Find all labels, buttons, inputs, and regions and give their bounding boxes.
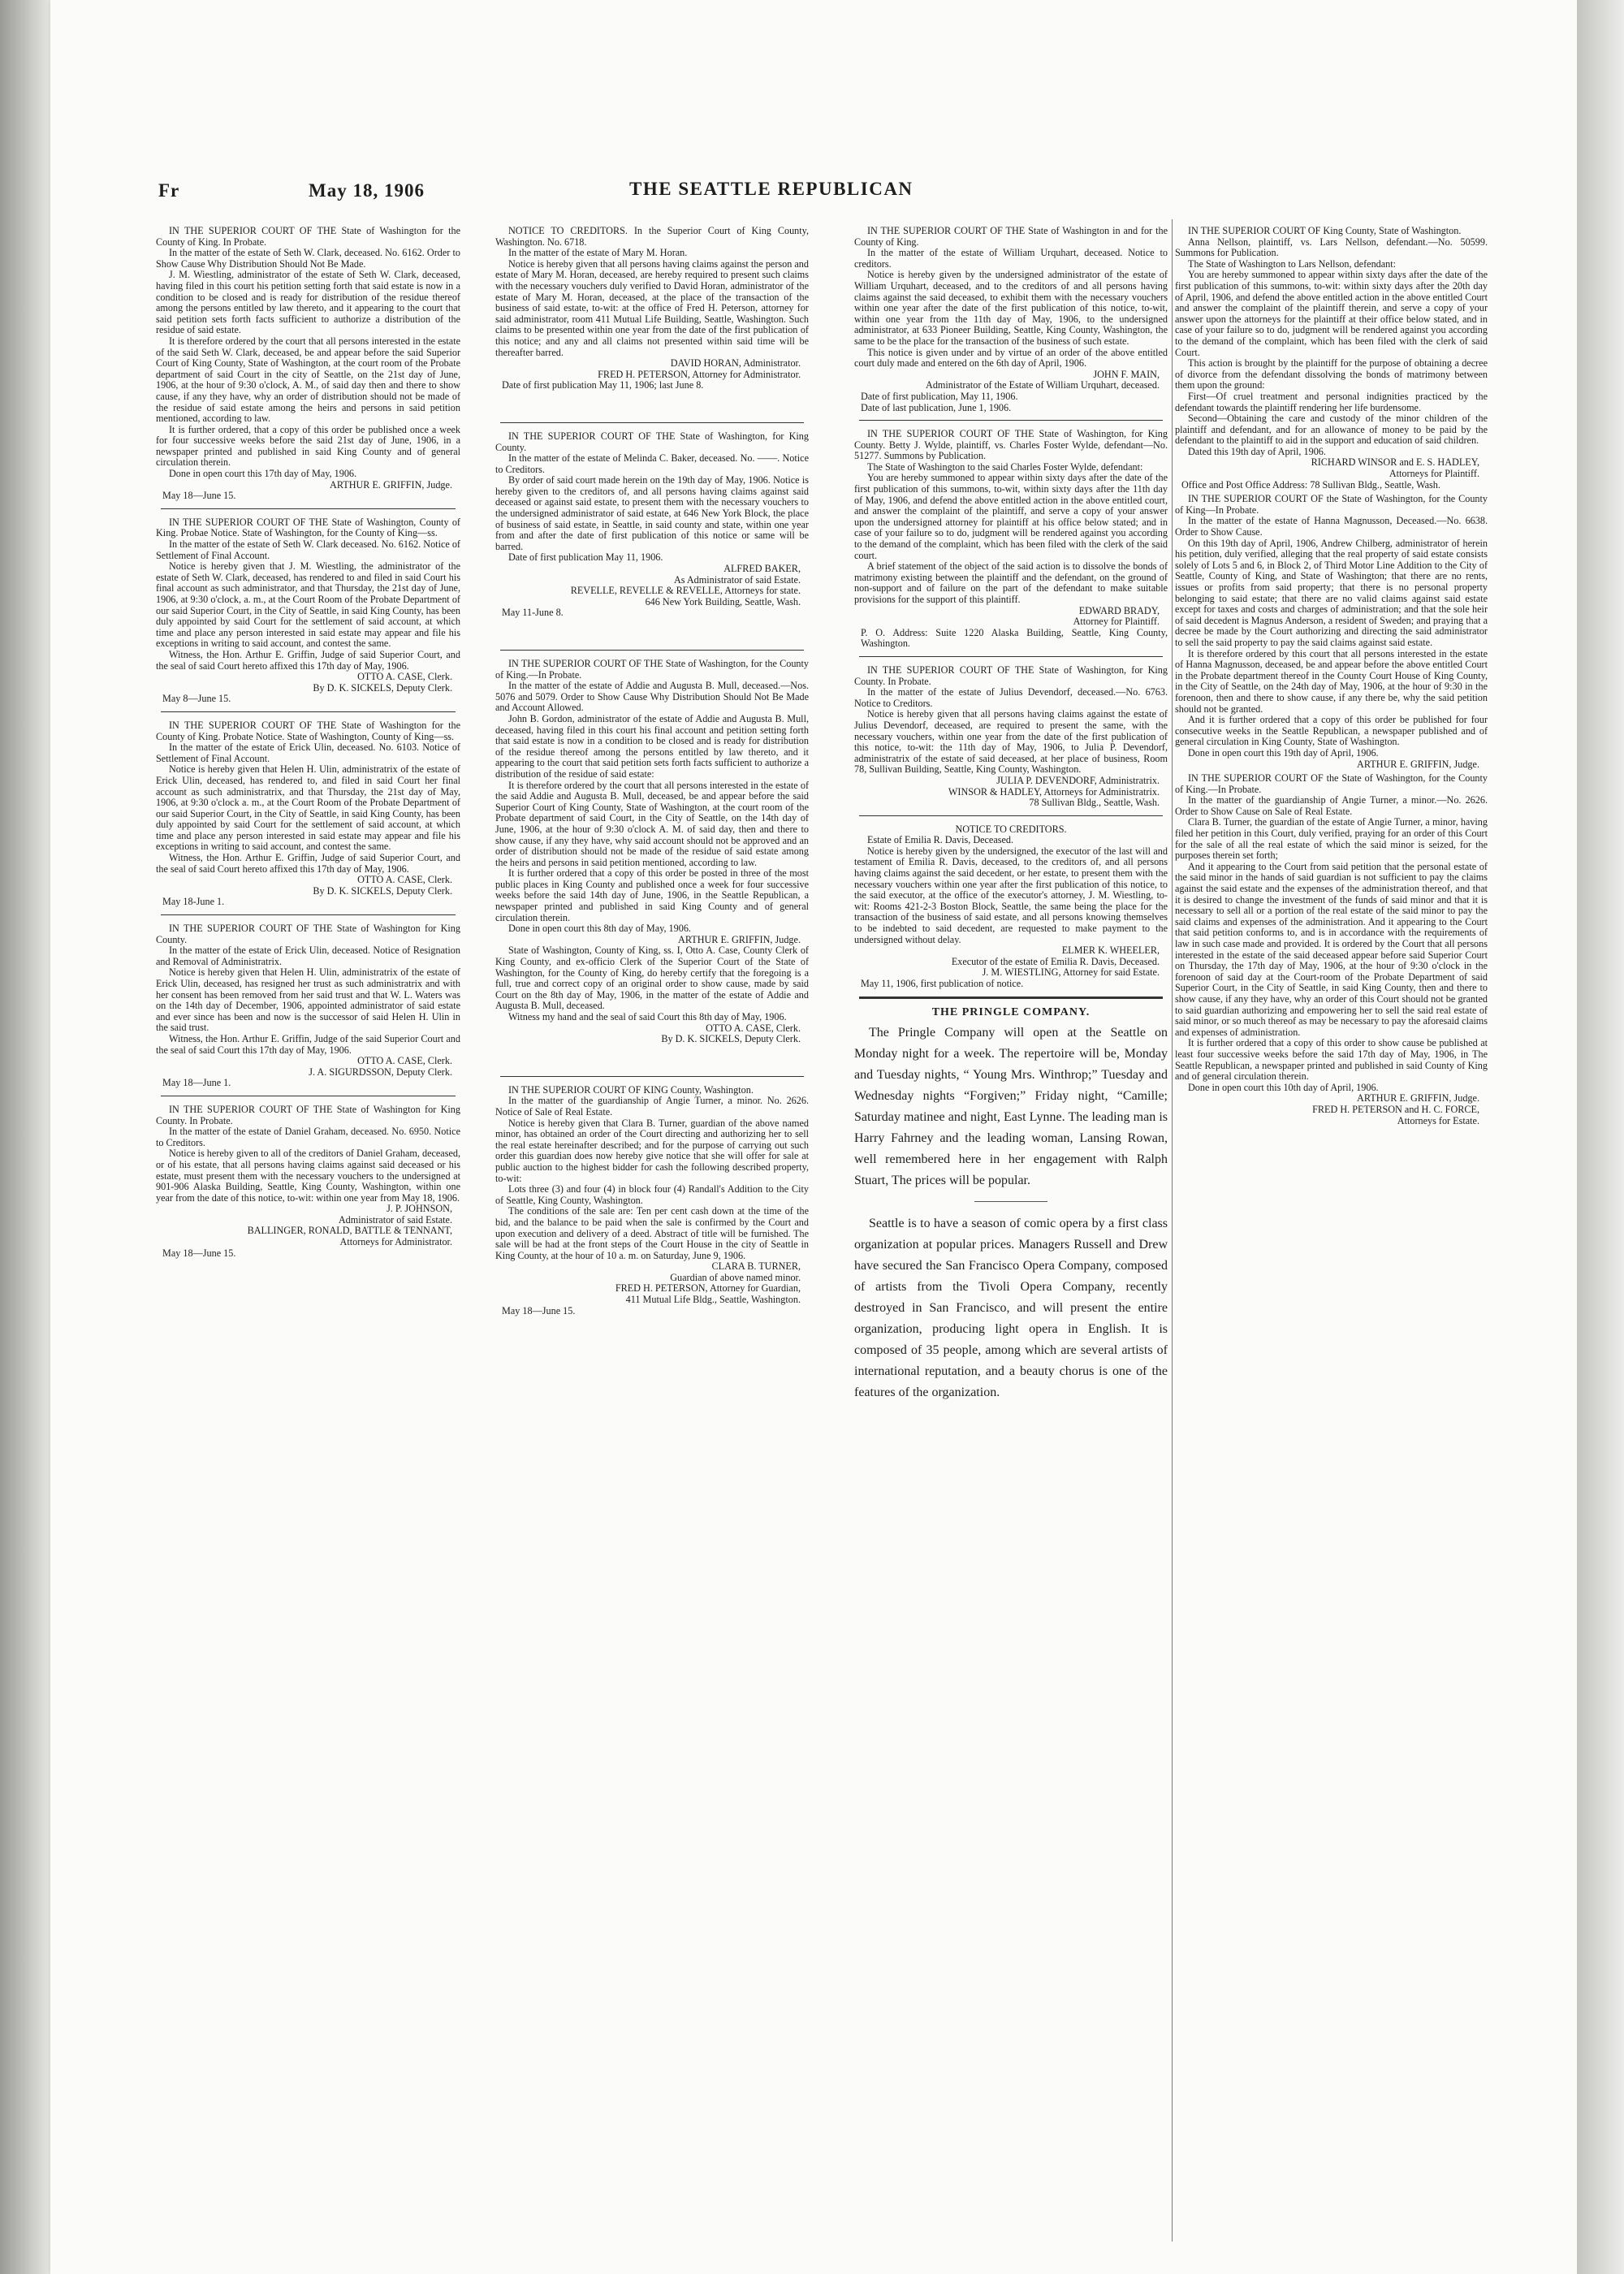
- notice-paragraph: IN THE SUPERIOR COURT OF THE State of Washington for King County. In Probate.: [156, 1103, 460, 1126]
- notice-paragraph: Second—Obtaining the care and custody of the minor children of the plaintiff and defendant, and for an allowance of money to be paid by the defendant to the plaintiff to aid in the support and education of said children.: [1175, 413, 1488, 447]
- legal-notice-clark-settlement: [156, 517, 460, 705]
- page-folio: Fr: [158, 180, 180, 201]
- notice-paragraph: This notice is given under and by virtue of an order of the above entitled court duly made and entered on the 6th day of April, 1906.: [854, 346, 1168, 370]
- notice-signature: 646 New York Building, Seattle, Wash.: [645, 595, 801, 607]
- notice-paragraph: Notice is hereby given that J. M. Wiestling, the administrator of the estate of Seth W. Clark, deceased, has rendered to and filed in said Court his final account as such administrator, and that Thursday, the 21st day of June, 1906, at 9:30 o'clock, a. m., at the Court Room of the Probate Department of our said Superior Court, in the City of Seattle, in said King County, has been duly appointed by said Court for the settlement of said account, at which time and place any person interested in said estate may appear and file his exceptions in writing to said account, and contest the same.: [156, 560, 460, 650]
- notice-divider: [161, 711, 456, 712]
- notice-signature: JOHN F. MAIN,: [1093, 368, 1160, 380]
- column-3: [854, 226, 1168, 2248]
- notice-paragraph: In the matter of the estate of Seth W. Clark, deceased. No. 6162. Order to Show Cause Why Distribution Should Not Be Made.: [156, 247, 460, 270]
- notice-paragraph: In the matter of the estate of William Urquhart, deceased. Notice to creditors.: [854, 247, 1168, 270]
- notice-paragraph: Done in open court this 17th day of May, 1906.: [169, 468, 357, 480]
- notice-paragraph: Clara B. Turner, the guardian of the estate of Angie Turner, a minor, having filed her petition in this Court, duly verified, praying for an order of this Court for the sale of all the real estate of which the said minor is seized, for the purposes therein set forth;: [1175, 816, 1488, 862]
- notice-paragraph: IN THE SUPERIOR COURT OF THE State of Washington, for King County.: [495, 430, 809, 453]
- column-divider: [1172, 219, 1173, 2242]
- notice-paragraph: In the matter of the guardianship of Angie Turner, a minor. No. 2626. Notice of Sale of Real Estate.: [495, 1095, 809, 1118]
- notice-paragraph: Notice is hereby given that all persons having claims against the person and estate of Mary M. Horan, deceased, are hereby required to present such claims with the necessary vouchers duly verified to David Horan, administrator of the estate of Mary M. Horan, deceased, at the place of the transaction of the business of said estate, to-wit: at the office of Fred H. Peterson, attorney for said administrator, room 411 Mutual Life Building, Seattle, Washington. Such claims to be presented within one year from the date of the first publication of this notice; and any and all claims not presented within said time will be thereafter barred.: [495, 257, 809, 358]
- legal-notice-nellson-summons: [1175, 226, 1488, 491]
- notice-signature: OTTO A. CASE, Clerk.: [357, 671, 452, 683]
- notice-divider: [859, 656, 1163, 657]
- notice-signature: FRED H. PETERSON, Attorney for Guardian,: [615, 1282, 801, 1295]
- notice-paragraph: You are hereby summoned to appear within sixty days after the date of the first publication of this summons, to-wit: within sixty days after the 20th day of April, 1906, and defend the above entitled action in the above entitled Court and answer the complaint of the plaintiff therein, and serve a copy of your answer upon the attorneys for the plaintiff at their office below stated, and in case of your failure so to do, judgment will be rendered against you according to the demand of the complaint, which has been filed with the clerk of said Court.: [1175, 269, 1488, 358]
- publication-dates: May 18—June 15.: [162, 1247, 236, 1259]
- legal-notice-turner-sale: [495, 1085, 809, 1316]
- notice-paragraph: IN THE SUPERIOR COURT OF THE State of Washington for the County of King. Probate Notice. State of Washington, County of King—ss.: [156, 719, 460, 742]
- spacer: [495, 1048, 809, 1070]
- notice-paragraph: On this 19th day of April, 1906, Andrew Chilberg, administrator of herein his petition, duly verified, alleging that the real property of said estate consists solely of Lots 5 and 6, in Block 2, of Third Motor Line Addition to the City of Seattle, County of King, and State of Washington; that there are no rents, issues or profits from said property; that there is no personal property belonging to said estate; that there are no valid claims against said estate except for taxes and costs and charges of administration; and that the sole heir of said decedent is Magnus Anderson, a resident of Sweden; and praying that a decree be made by the Court authorizing and directing the said administrator to sell the said property to pay the said claims against said estate.: [1175, 537, 1488, 648]
- publication-dates: May 18—June 15.: [162, 490, 236, 502]
- notice-paragraph: Notice is hereby given that Clara B. Turner, guardian of the above named minor, has obtained an order of the Court directing and authorizing her to sell the real estate hereinafter described; and for the purpose of carrying out such order this guardian does now hereby give notice that she will offer for sale at public auction to the highest bidder for cash the following described property, to-wit:: [495, 1117, 809, 1184]
- notice-paragraph: Done in open court this 10th day of April, 1906.: [1188, 1081, 1379, 1093]
- notice-paragraph: The conditions of the sale are: Ten per cent cash down at the time of the bid, and the balance to be paid when the sale is confirmed by the Court and upon execution and delivery of a deed. Abstract of title will be furnished. The sale will be had at the front steps of the Court House in the city of Seattle in King County, at the hour of 10 a. m. on Saturday, June 9, 1906.: [495, 1205, 809, 1261]
- notice-signature: By D. K. SICKELS, Deputy Clerk.: [661, 1033, 801, 1045]
- legal-notice-graham-creditors: [156, 1105, 460, 1259]
- notice-paragraph: It is therefore ordered by the court that all persons interested in the estate of the said Addie and Augusta B. Mull, deceased, be and appear before the said Superior Court of King County, State of Washington, at the court room of the Probate department of said Court, in the City of Seattle, on the 14th day of June, 1906, at the hour of 9:30 o'clock A. M. of said day, then and there to show cause, if any they have, why said account should not be approved and an order of distribution should not be made of the residue of said estate among the heirs and persons in said petition mentioned, according to law.: [495, 779, 809, 868]
- notice-divider: [500, 1076, 804, 1077]
- notice-paragraph: IN THE SUPERIOR COURT OF King County, State of Washington.: [1188, 226, 1462, 236]
- notice-signature: OTTO A. CASE, Clerk.: [357, 1055, 452, 1067]
- article-heading: THE PRINGLE COMPANY.: [931, 1005, 1091, 1018]
- publication-dates: May 18—June 1.: [162, 1077, 231, 1089]
- legal-notice-mull-distribution: [495, 659, 809, 1045]
- notice-paragraph: In the matter of the estate of Daniel Graham, deceased. No. 6950. Notice to Creditors.: [156, 1126, 460, 1148]
- spacer: [495, 622, 809, 643]
- notice-paragraph: IN THE SUPERIOR COURT OF THE State of Washington, for King County. In Probate.: [854, 664, 1168, 687]
- legal-notice-wylde-summons: [854, 429, 1168, 650]
- notice-paragraph: IN THE SUPERIOR COURT OF THE State of Washington for King County.: [156, 923, 460, 945]
- notice-paragraph: State of Washington, County of King, ss. I, Otto A. Case, County Clerk of King County, and ex-officio Clerk of the Superior Court of the State of Washington, for the County of King, do hereby certify that the foregoing is a full, true and correct copy of an original order to show cause, made by said Court on the 8th day of May, 1906, in the matter of the estate of Addie and Augusta B. Mull, deceased.: [495, 945, 809, 1012]
- notice-paragraph: Notice is hereby given that Helen H. Ulin, administratrix of the estate of Erick Ulin, deceased, has resigned her trust as such administratrix and with her consent has been removed from her said trust and that W. L. Waters was on the 14th day of December, 1906, appointed administrator of said estate and ever since has been and now is the successor of said Helen H. Ulin in the said trust.: [156, 966, 460, 1034]
- notice-signature: JULIA P. DEVENDORF, Administratrix.: [996, 774, 1160, 786]
- notice-paragraph: J. M. Wiestling, administrator of the estate of Seth W. Clark, deceased, having filed in this court his petition setting forth that said estate is now in a condition to be closed and is ready for distribution of the residue thereof among the persons entitled by law thereto, and it appearing to the court that said petition sets forth facts sufficient to authorize a distribution of the residue of said estate.: [156, 269, 460, 336]
- attorney-address: P. O. Address: Suite 1220 Alaska Building, Seattle, King County, Washington.: [861, 626, 1168, 650]
- notice-paragraph: Notice is hereby given to all of the creditors of Daniel Graham, deceased, or of his estate, that all persons having claims against said deceased or his estate, must present them with the necessary vouchers to the undersigned at 901-906 Alaska Building, Seattle, King County, Washington, within one year from the date of this notice, to-wit: within one year from May 18, 1906.: [156, 1148, 460, 1204]
- notice-divider: [500, 650, 804, 651]
- notice-paragraph: By order of said court made herein on the 19th day of May, 1906. Notice is hereby given to the creditors of, and all persons having claims against said deceased or against said estate, to present them with the necessary vouchers to the undersigned administrator of said estate, at 646 New York Block, the place of business of said estate, in Seattle, in said county and state, within one year from and after the date of first publication of this notice or same will be barred.: [495, 474, 809, 552]
- notice-paragraph: Date of first publication May 11, 1906.: [508, 551, 663, 564]
- scan-left-margin: [0, 0, 50, 2274]
- notice-paragraph: Witness, the Hon. Arthur E. Griffin, Judge of said Superior Court, and the seal of said Court hereto affixed this 17th day of May, 1906.: [156, 648, 460, 672]
- notice-paragraph: Witness my hand and the seal of said Court this 8th day of May, 1906.: [508, 1011, 787, 1022]
- publication-dates: May 11, 1906, first publication of notice.: [861, 978, 1024, 989]
- attorney-address: Office and Post Office Address: 78 Sullivan Bldg., Seattle, Wash.: [1181, 478, 1440, 491]
- notice-signature: OTTO A. CASE, Clerk.: [706, 1022, 801, 1034]
- notice-signature: OTTO A. CASE, Clerk.: [357, 874, 452, 886]
- legal-notice-horan-creditors: [495, 226, 809, 391]
- article-paragraph: Seattle is to have a season of comic opera by a first class organization at popular prices. Managers Russell and Drew have secured the San Francisco Opera Company, composed of artists from the Tivoli Opera Company, recently destroyed in San Francisco, and will present the entire organization, producing light opera in English. It is composed of 35 people, among which are several artists of international reputation, and a beauty chorus is one of the features of the organization.: [854, 1217, 1168, 1400]
- notice-divider: [859, 996, 1163, 999]
- notice-paragraph: Done in open court this 19th day of April, 1906.: [1188, 746, 1379, 759]
- notice-paragraph: In the matter of the estate of Seth W. Clark deceased. No. 6162. Notice of Settlement of Final Account.: [156, 538, 460, 561]
- legal-notice-ulin-resignation: [156, 923, 460, 1089]
- legal-notice-davis-creditors: [854, 824, 1168, 990]
- notice-paragraph: First—Of cruel treatment and personal indignities practiced by the defendant towards the plaintiff rendering her life burdensome.: [1175, 390, 1488, 413]
- legal-notice-devendorf-creditors: [854, 665, 1168, 809]
- notice-paragraph: The State of Washington to the said Charles Foster Wylde, defendant:: [867, 460, 1143, 473]
- notice-paragraph: This action is brought by the plaintiff for the purpose of obtaining a decree of divorce from the defendant dissolving the bonds of matrimony between them upon the ground:: [1175, 357, 1488, 391]
- notice-signature: ARTHUR E. GRIFFIN, Judge.: [1357, 1092, 1479, 1105]
- publication-dates: Date of first publication May 11, 1906; last June 8.: [502, 379, 704, 391]
- publication-dates: Date of first publication, May 11, 1906.: [861, 390, 1018, 402]
- notice-paragraph: IN THE SUPERIOR COURT OF the State of Washington, for the County of King.—In Probate.: [1175, 772, 1488, 795]
- notice-paragraph: It is further ordered that a copy of this order to show cause be published at least four successive weeks before the said 17th day of May, 1906, in The Seattle Republican, a newspaper printed and published in said County of King and of general circulation therein.: [1175, 1037, 1488, 1083]
- notice-signature: Administrator of said Estate.: [338, 1213, 452, 1226]
- notice-paragraph: IN THE SUPERIOR COURT OF THE State of Washington for the County of King. In Probate.: [156, 226, 460, 248]
- publication-dates: May 18-June 1.: [162, 896, 225, 908]
- notice-divider: [161, 508, 456, 509]
- notice-paragraph: In the matter of the estate of Erick Ulin, deceased. No. 6103. Notice of Settlement of Final Account.: [156, 741, 460, 764]
- column-2: [495, 226, 809, 2248]
- notice-signature: ELMER K. WHEELER,: [1061, 945, 1160, 957]
- notice-paragraph: IN THE SUPERIOR COURT OF KING County, Washington.: [508, 1083, 754, 1096]
- notice-signature: RICHARD WINSOR and E. S. HADLEY,: [1311, 456, 1479, 469]
- notice-signature: Attorneys for Administrator.: [339, 1236, 452, 1248]
- notice-divider: [500, 422, 804, 423]
- legal-notice-turner-order: [1175, 773, 1488, 1126]
- notice-signature: Administrator of the Estate of William Urquhart, deceased.: [926, 379, 1160, 391]
- notice-signature: ARTHUR E. GRIFFIN, Judge.: [678, 933, 801, 945]
- publication-dates: Date of last publication, June 1, 1906.: [861, 401, 1012, 413]
- column-4: [1175, 226, 1488, 2248]
- notice-paragraph: Anna Nellson, plaintiff, vs. Lars Nellson, defendant.—No. 50599. Summons for Publication.: [1175, 236, 1488, 259]
- notice-signature: J. A. SIGURDSSON, Deputy Clerk.: [309, 1066, 452, 1078]
- notice-paragraph: IN THE SUPERIOR COURT OF THE State of Washington in and for the County of King.: [854, 226, 1168, 248]
- notice-paragraph: Dated this 19th day of April, 1906.: [1188, 445, 1326, 457]
- notice-signature: DAVID HORAN, Administrator.: [670, 357, 801, 370]
- notice-paragraph: In the matter of the estate of Julius Devendorf, deceased.—No. 6763. Notice to Creditors.: [854, 686, 1168, 709]
- notice-paragraph: IN THE SUPERIOR COURT OF THE State of Washington, for the County of King.—In Probate.: [495, 658, 809, 681]
- notice-title: NOTICE TO CREDITORS.: [955, 823, 1067, 835]
- notice-paragraph: Notice is hereby given by the undersigned administrator of the estate of William Urquhart, deceased, and to the creditors of and all persons having claims against the said deceased, to exhibit them with the necessary vouchers within one year after the date of the first publication of this notice, to-wit, within one year from the 11th day of May, 1906, to the undersigned administrator, at 633 Pioneer Building, Seattle, King County, Washington, the same to be the place for the transaction of the business of such estate.: [854, 269, 1168, 347]
- article-divider: [974, 1201, 1047, 1202]
- notice-paragraph: In the matter of the estate of Erick Ulin, deceased. Notice of Resignation and Removal of Administratrix.: [156, 945, 460, 967]
- notice-paragraph: IN THE SUPERIOR COURT OF THE State of Washington, County of King. Probae Notice. State of Washington, for the County of King—ss.: [156, 516, 460, 539]
- notice-paragraph: Witness, the Hon. Arthur E. Griffin, Judge of the said Superior Court and the seal of said Court this 17th day of May, 1906.: [156, 1032, 460, 1056]
- page-header: [158, 180, 1490, 213]
- notice-paragraph: It is therefore ordered by this court that all persons interested in the estate of Hanna Magnusson, deceased, be and appear before the above entitled Court in the Probate department thereof in the County Court House of King County, in the City of Seattle, on the 24th day of May, 1906, at the hour of 9:30 in the forenoon, then and there to show cause, if any there be, why the said petition should not be granted.: [1175, 647, 1488, 715]
- notice-paragraph: Done in open court this 8th day of May, 1906.: [508, 923, 691, 935]
- notice-signature: CLARA B. TURNER,: [711, 1260, 801, 1273]
- notice-signature: 411 Mutual Life Bldg., Seattle, Washington.: [625, 1294, 801, 1306]
- notice-paragraph: In the matter of the estate of Hanna Magnusson, Deceased.—No. 6638. Order to Show Cause.: [1175, 515, 1488, 538]
- notice-signature: Attorneys for Plaintiff.: [1389, 468, 1479, 480]
- notice-signature: By D. K. SICKELS, Deputy Clerk.: [313, 681, 452, 694]
- article-paragraph: The Pringle Company will open at the Seattle on Monday night for a week. The repertoire will be, Monday and Tuesday nights, “ Young Mrs. Winthrop;” Tuesday and Wednesday nights “Forgiven;” Friday night, “Camille; Saturday matinee and night, East Lynne. The leading man is Harry Fahrney and the leading woman, Lansing Rowan, well remembered here in her engagement with Ralph Stuart, The prices will be popular.: [854, 1026, 1168, 1188]
- notice-paragraph: In the matter of the estate of Mary M. Horan.: [508, 247, 688, 259]
- notice-signature: J. P. JOHNSON,: [387, 1203, 452, 1215]
- publication-dates: May 11-June 8.: [502, 607, 564, 619]
- column-1: [156, 226, 460, 2248]
- newspaper-title: THE SEATTLE REPUBLICAN: [629, 179, 914, 199]
- publication-dates: May 18—June 15.: [502, 1304, 576, 1316]
- theater-news: [854, 1007, 1168, 1404]
- notice-paragraph: The State of Washington to Lars Nellson, defendant:: [1188, 257, 1397, 270]
- notice-signature: Attorney for Plaintiff.: [1073, 616, 1160, 628]
- notice-paragraph: In the matter of the guardianship of Angie Turner, a minor.—No. 2626. Order to Show Cause on Sale of Real Estate.: [1175, 794, 1488, 817]
- notice-paragraph: NOTICE TO CREDITORS. In the Superior Court of King County, Washington. No. 6718.: [495, 226, 809, 248]
- notice-paragraph: It is further ordered that a copy of this order be posted in three of the most public places in King County and published once a week for four successive weeks before the said 14th day of June, 1906, in the Seattle Republican, a newspaper printed and published in said King County and of general circulation therein.: [495, 867, 809, 923]
- notice-signature: FRED H. PETERSON, Attorney for Administrator.: [598, 368, 801, 380]
- notice-signature: ALFRED BAKER,: [723, 563, 801, 575]
- notice-paragraph: Witness, the Hon. Arthur E. Griffin, Judge of said Superior Court, and the seal of said Court hereto affixed this 17th day of May, 1906.: [156, 852, 460, 875]
- notice-signature: ARTHUR E. GRIFFIN, Judge.: [1357, 758, 1479, 770]
- notice-paragraph: Notice is hereby given that Helen H. Ulin, administratrix of the estate of Erick Ulin, deceased, has rendered to, and filed in said Court her final account as such administratrix, and that Thursday, the 21st day of May, 1906, at 9:30 o'clock a. m., at the Court Room of the Probate Department of our said Superior Court, in the City of Seattle, in said King County, has been duly appointed by said Court for the settlement of said account, at which time and place any person interested in said estate may appear and file his exceptions in writing to said account, and contest the same.: [156, 763, 460, 853]
- notice-paragraph: Notice is hereby given by the undersigned, the executor of the last will and testament of Emilia R. Davis, deceased, to the creditors of, and all persons having claims against the said decedent, or her estate, to present them with the necessary vouchers within one year after the first publication of this notice, to the said executor, at the office of the executor's attorney, J. M. Wiestling, to-wit: Rooms 421-2-3 Boston Block, Seattle, the same being the place for the transaction of the business of said estate, and all persons knowing themselves to be indebted to said decedent, are requested to make payment to the undersigned without delay.: [854, 845, 1168, 945]
- publication-dates: May 8—June 15.: [162, 693, 231, 705]
- notice-paragraph: In the matter of the estate of Addie and Augusta B. Mull, deceased.—Nos. 5076 and 5079. Order to Show Cause Why Distribution Should Not Be Made and Account Allowed.: [495, 680, 809, 714]
- notice-signature: REVELLE, REVELLE & REVELLE, Attorneys for state.: [570, 585, 801, 597]
- notice-paragraph: IN THE SUPERIOR COURT OF the State of Washington, for the County of King—In Probate.: [1175, 493, 1488, 516]
- spacer: [495, 395, 809, 416]
- notice-paragraph: Estate of Emilia R. Davis, Deceased.: [867, 834, 1014, 846]
- notice-divider: [859, 420, 1163, 421]
- notice-paragraph: You are hereby summoned to appear within sixty days after the date of the first publication of this summons, to-wit, within sixty days after the 11th day of May, 1906, and defend the above entitled action in the above entitled court, and answer the complaint of the plaintiff, and serve a copy of your answer upon the undersigned attorney for plaintiff at his office below stated; and in case of your failure so to do, judgment will be rendered against you according to the demand of the complaint, which has been filed with the clerk of the said court.: [854, 472, 1168, 561]
- legal-notice-magnusson-order: [1175, 494, 1488, 770]
- scan-right-margin: [1577, 0, 1624, 2274]
- legal-notice-clark-distribution: [156, 226, 460, 502]
- notice-signature: ARTHUR E. GRIFFIN, Judge.: [330, 478, 452, 491]
- notice-signature: FRED H. PETERSON and H. C. FORCE,: [1312, 1103, 1479, 1115]
- notice-signature: BALLINGER, RONALD, BATTLE & TENNANT,: [247, 1225, 452, 1237]
- legal-notice-ulin-settlement: [156, 720, 460, 908]
- notice-paragraph: Notice is hereby given that all persons having claims against the estate of Julius Devendorf, deceased, are required to present the same, with the necessary vouchers, within one year from the date of the first publication of this notice, to-wit: the 11th day of May, 1906, to Julia P. Devendorf, administratrix of the estate of said deceased, at her place of business, Room 78, Sullivan Building, Seattle, King County, Washington.: [854, 708, 1168, 776]
- notice-signature: EDWARD BRADY,: [1078, 604, 1160, 616]
- notice-divider: [859, 815, 1163, 816]
- notice-signature: As Administrator of said Estate.: [673, 573, 801, 586]
- notice-paragraph: And it appearing to the Court from said petition that the personal estate of the said minor in the hands of said guardian is not sufficient to pay the claims against the said estate and the expenses of the administration thereof, and that it is desired to change the investment of the funds of said minor and that it is necessary to sell all or a portion of the real estate of the said minor to pay the said claims and expenses of the administration. And it appearing to the Court that said petition conforms to, and is in accordance with the requirements of law in such case made and provided. It is ordered by the Court that all persons interested in the estate of the said deceased appear before said Superior Court on Thursday, the 17th day of May, 1906, at the hour of 9:30 o'clock in the forenoon of said day at the Court-room of the Probate Department of said Superior Court, in the City of Seattle, in said King County, then and there to show cause, if any they have, why an order of this Court should not be granted to said guardian authorizing and empowering her to sell the said real estate of said minor, or so much thereof as may be necessary to pay the aforesaid claims and expenses of administration.: [1175, 860, 1488, 1038]
- notice-signature: By D. K. SICKELS, Deputy Clerk.: [313, 884, 452, 897]
- notice-paragraph: It is further ordered, that a copy of this order be published once a week for four successive weeks before the said 21st day of June, 1906, in a newspaper printed and published in said King County and of general circulation therein.: [156, 423, 460, 469]
- notice-signature: WINSOR & HADLEY, Attorneys for Administratrix.: [948, 785, 1160, 798]
- notice-signature: J. M. WIESTLING, Attorney for said Estate.: [982, 966, 1160, 979]
- notice-paragraph: And it is further ordered that a copy of this order be published for four consecutive weeks in the Seattle Republican, a newspaper published and of general circulation in King County, State of Washington.: [1175, 714, 1488, 748]
- notice-paragraph: IN THE SUPERIOR COURT OF THE State of Washington, for King County. Betty J. Wylde, plaintiff, vs. Charles Foster Wylde, defendant—No. 51277. Summons by Publication.: [854, 428, 1168, 462]
- notice-paragraph: In the matter of the estate of Melinda C. Baker, deceased. No. ——. Notice to Creditors.: [495, 452, 809, 475]
- notice-paragraph: It is therefore ordered by the court that all persons interested in the estate of the said Seth W. Clark, deceased, be and appear before the said Superior Court of King County, State of Washington, at the court room of the Probate department of said Court in the city of Seattle, on the 21st day of June, 1906, at the hour of 9:30 o'clock, A. M., of said day then and there to show cause, if any they have, why an order of distribution should not be made of the residue of said estate among the heirs and persons in said petition mentioned, according to law.: [156, 335, 460, 425]
- notice-signature: Guardian of above named minor.: [670, 1271, 801, 1283]
- notice-paragraph: John B. Gordon, administrator of the estate of Addie and Augusta B. Mull, deceased, having filed in this court his final account and petition setting forth that said estate is now in a condition to be closed and is ready for distribution of the residue thereof among the persons entitled by law thereto, and it appearing to the court that said petition sets forth facts sufficient to authorize a distribution of the residue of said estate:: [495, 712, 809, 780]
- notice-paragraph: A brief statement of the object of the said action is to dissolve the bonds of matrimony existing between the plaintiff and the defendant, on the ground of non-support and of failure on the part of the defendant to make suitable provisions for the support of this plaintiff.: [854, 560, 1168, 605]
- notice-paragraph: Lots three (3) and four (4) in block four (4) Randall's Addition to the City of Seattle, King County, Washington.: [495, 1183, 809, 1206]
- notice-signature: 78 Sullivan Bldg., Seattle, Wash.: [1029, 797, 1160, 809]
- issue-date: May 18, 1906: [309, 180, 425, 201]
- legal-notice-baker-creditors: [495, 431, 809, 619]
- legal-notice-urquhart-creditors: [854, 226, 1168, 413]
- notice-signature: Executor of the estate of Emilia R. Davis, Deceased.: [951, 955, 1160, 967]
- notice-signature: Attorneys for Estate.: [1397, 1114, 1479, 1126]
- notice-divider: [161, 914, 456, 915]
